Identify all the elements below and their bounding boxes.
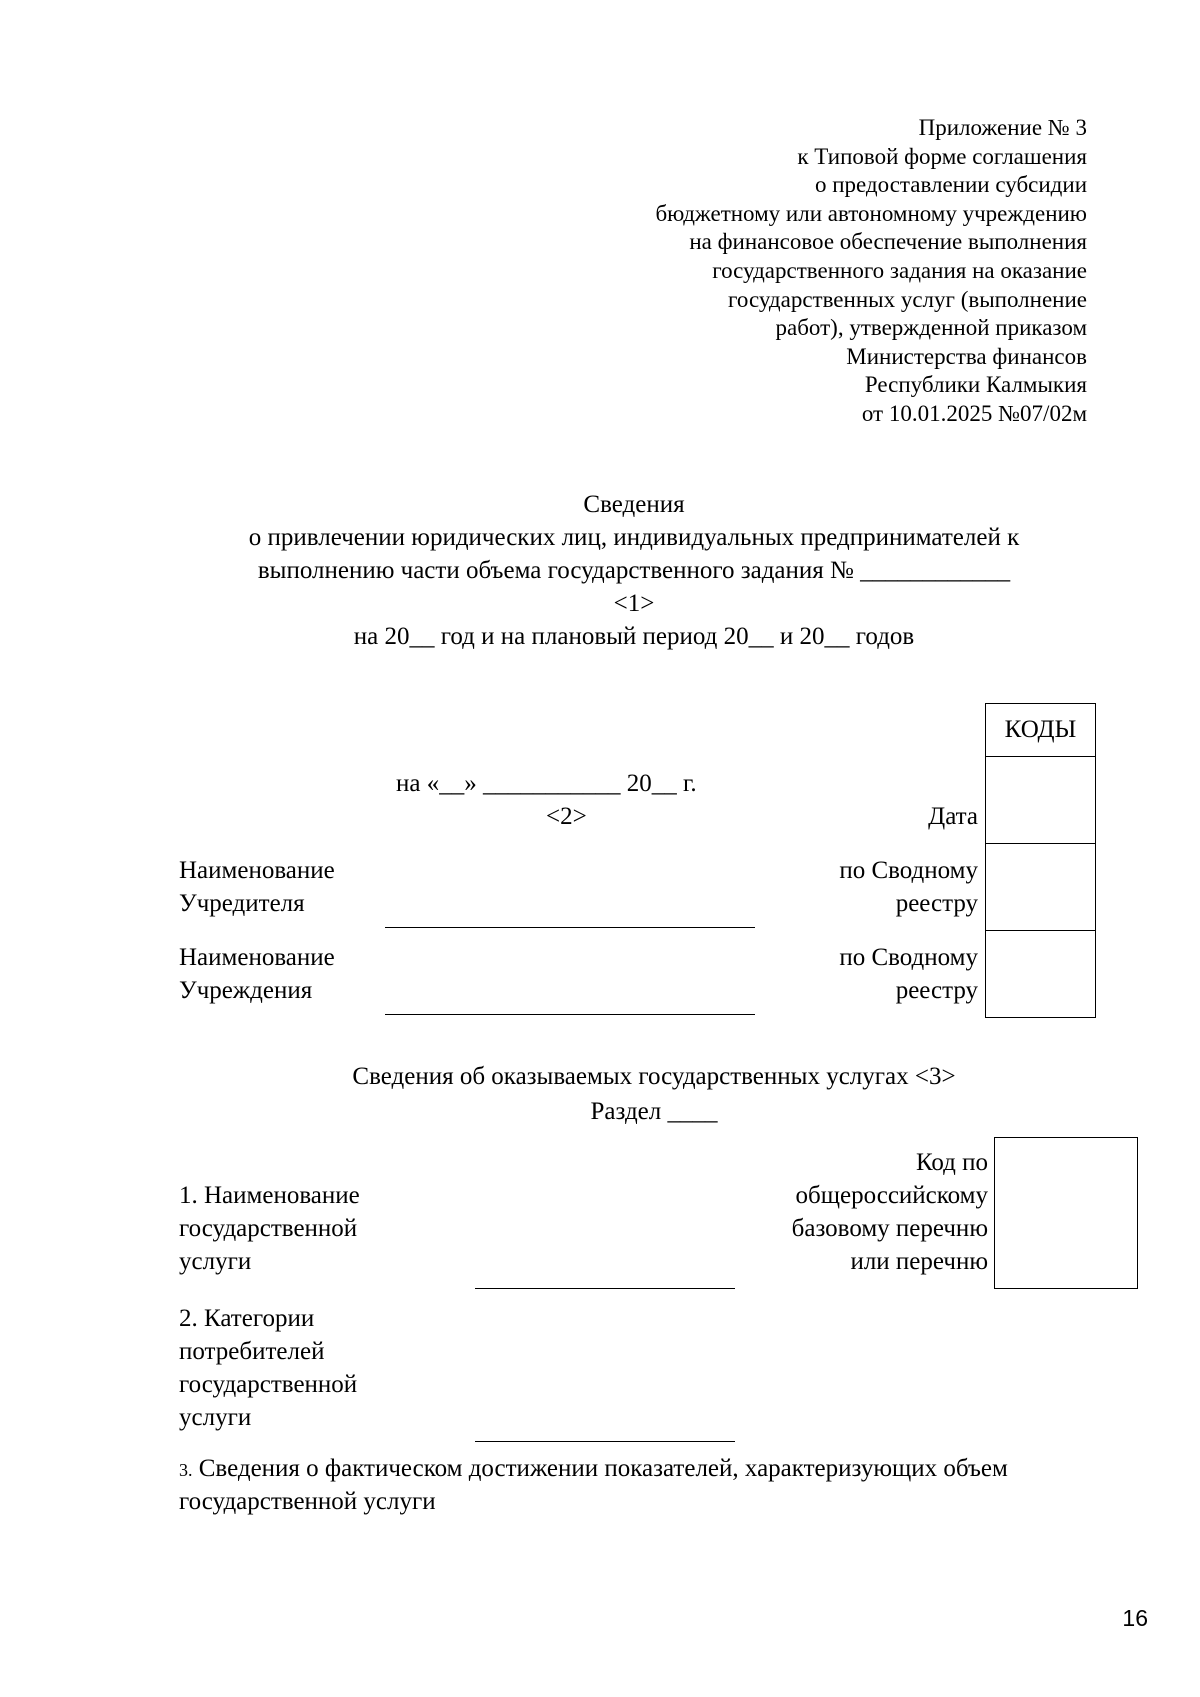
consumer-category-field[interactable] <box>475 1441 735 1442</box>
period-line: на 20__ год и на плановый период 20__ и 20__ годов <box>353 623 915 650</box>
service-name-label-line2: государственной <box>179 1215 358 1242</box>
footnote-marker-1: <1> <box>613 590 655 617</box>
institution-label-line1: Наименование <box>179 944 335 971</box>
founder-registry-label-line2: реестру <box>895 890 978 917</box>
service-name-label-line1: 1. Наименование <box>179 1182 360 1209</box>
institution-registry-label-line1: по Сводному <box>839 944 978 971</box>
consumer-category-label-line1: 2. Категории <box>179 1305 315 1332</box>
consumer-category-label-line2: потребителей <box>179 1338 325 1365</box>
appendix-line: от 10.01.2025 №07/02м <box>861 400 1087 426</box>
volume-indicators-line2: государственной услуги <box>179 1488 436 1515</box>
basic-list-code-label-line2: общероссийскому <box>795 1182 988 1209</box>
consumer-category-label-line3: государственной <box>179 1371 358 1398</box>
institution-registry-code-cell[interactable] <box>985 930 1096 1018</box>
founder-name-field[interactable] <box>385 927 755 928</box>
consumer-category-label-line4: услуги <box>179 1404 252 1431</box>
codes-header-label: КОДЫ <box>1004 716 1077 743</box>
appendix-line: Республики Калмыкия <box>864 372 1087 398</box>
appendix-line: Министерства финансов <box>846 343 1087 369</box>
basic-list-code-label-line4: или перечню <box>850 1248 988 1275</box>
appendix-line: бюджетному или автономному учреждению <box>655 200 1087 226</box>
founder-label-line2: Учредителя <box>179 890 305 917</box>
page-number: 16 <box>1122 1605 1148 1631</box>
document-subtitle-line2: выполнению части объема государственного задания № ____________ <box>257 557 1011 584</box>
appendix-line: на финансовое обеспечение выполнения <box>689 229 1087 255</box>
volume-indicators-text: Сведения о фактическом достижении показателей, характеризующих объем <box>192 1455 1008 1482</box>
volume-indicators-line1 <box>179 1453 1008 1486</box>
appendix-line: о предоставлении субсидии <box>814 172 1087 198</box>
basic-list-code-label-line1: Код по <box>915 1149 988 1176</box>
institution-name-field[interactable] <box>385 1014 755 1015</box>
document-subtitle-line1: о привлечении юридических лиц, индивидуальных предпринимателей к <box>248 524 1020 551</box>
founder-label-line1: Наименование <box>179 857 335 884</box>
institution-registry-label-line2: реестру <box>895 977 978 1004</box>
basic-list-code-label-line3: базовому перечню <box>791 1215 988 1242</box>
appendix-line: Приложение № 3 <box>918 115 1087 140</box>
section-label: Раздел ____ <box>590 1098 718 1125</box>
volume-indicators-number: 3. <box>179 1460 193 1480</box>
document-heading: Сведения <box>583 491 685 518</box>
appendix-line: к Типовой форме соглашения <box>797 143 1087 169</box>
services-heading: Сведения об оказываемых государственных услугах <3> <box>352 1063 956 1090</box>
report-date-line: на «__» ___________ 20__ г. <box>396 770 697 797</box>
basic-list-code-cell[interactable] <box>994 1137 1138 1289</box>
founder-registry-label-line1: по Сводному <box>839 857 978 884</box>
appendix-line: государственных услуг (выполнение <box>728 286 1087 312</box>
service-name-label-line3: услуги <box>179 1248 252 1275</box>
service-name-field[interactable] <box>475 1288 735 1289</box>
footnote-marker-2: <2> <box>546 803 587 830</box>
institution-label-line2: Учреждения <box>179 977 313 1004</box>
codes-header-cell <box>985 703 1096 757</box>
founder-registry-code-cell[interactable] <box>985 843 1096 931</box>
date-label: Дата <box>928 803 978 830</box>
appendix-block <box>655 114 1087 429</box>
appendix-line: работ), утвержденной приказом <box>775 315 1087 341</box>
appendix-line: государственного задания на оказание <box>712 257 1087 283</box>
date-code-cell[interactable] <box>985 756 1096 844</box>
